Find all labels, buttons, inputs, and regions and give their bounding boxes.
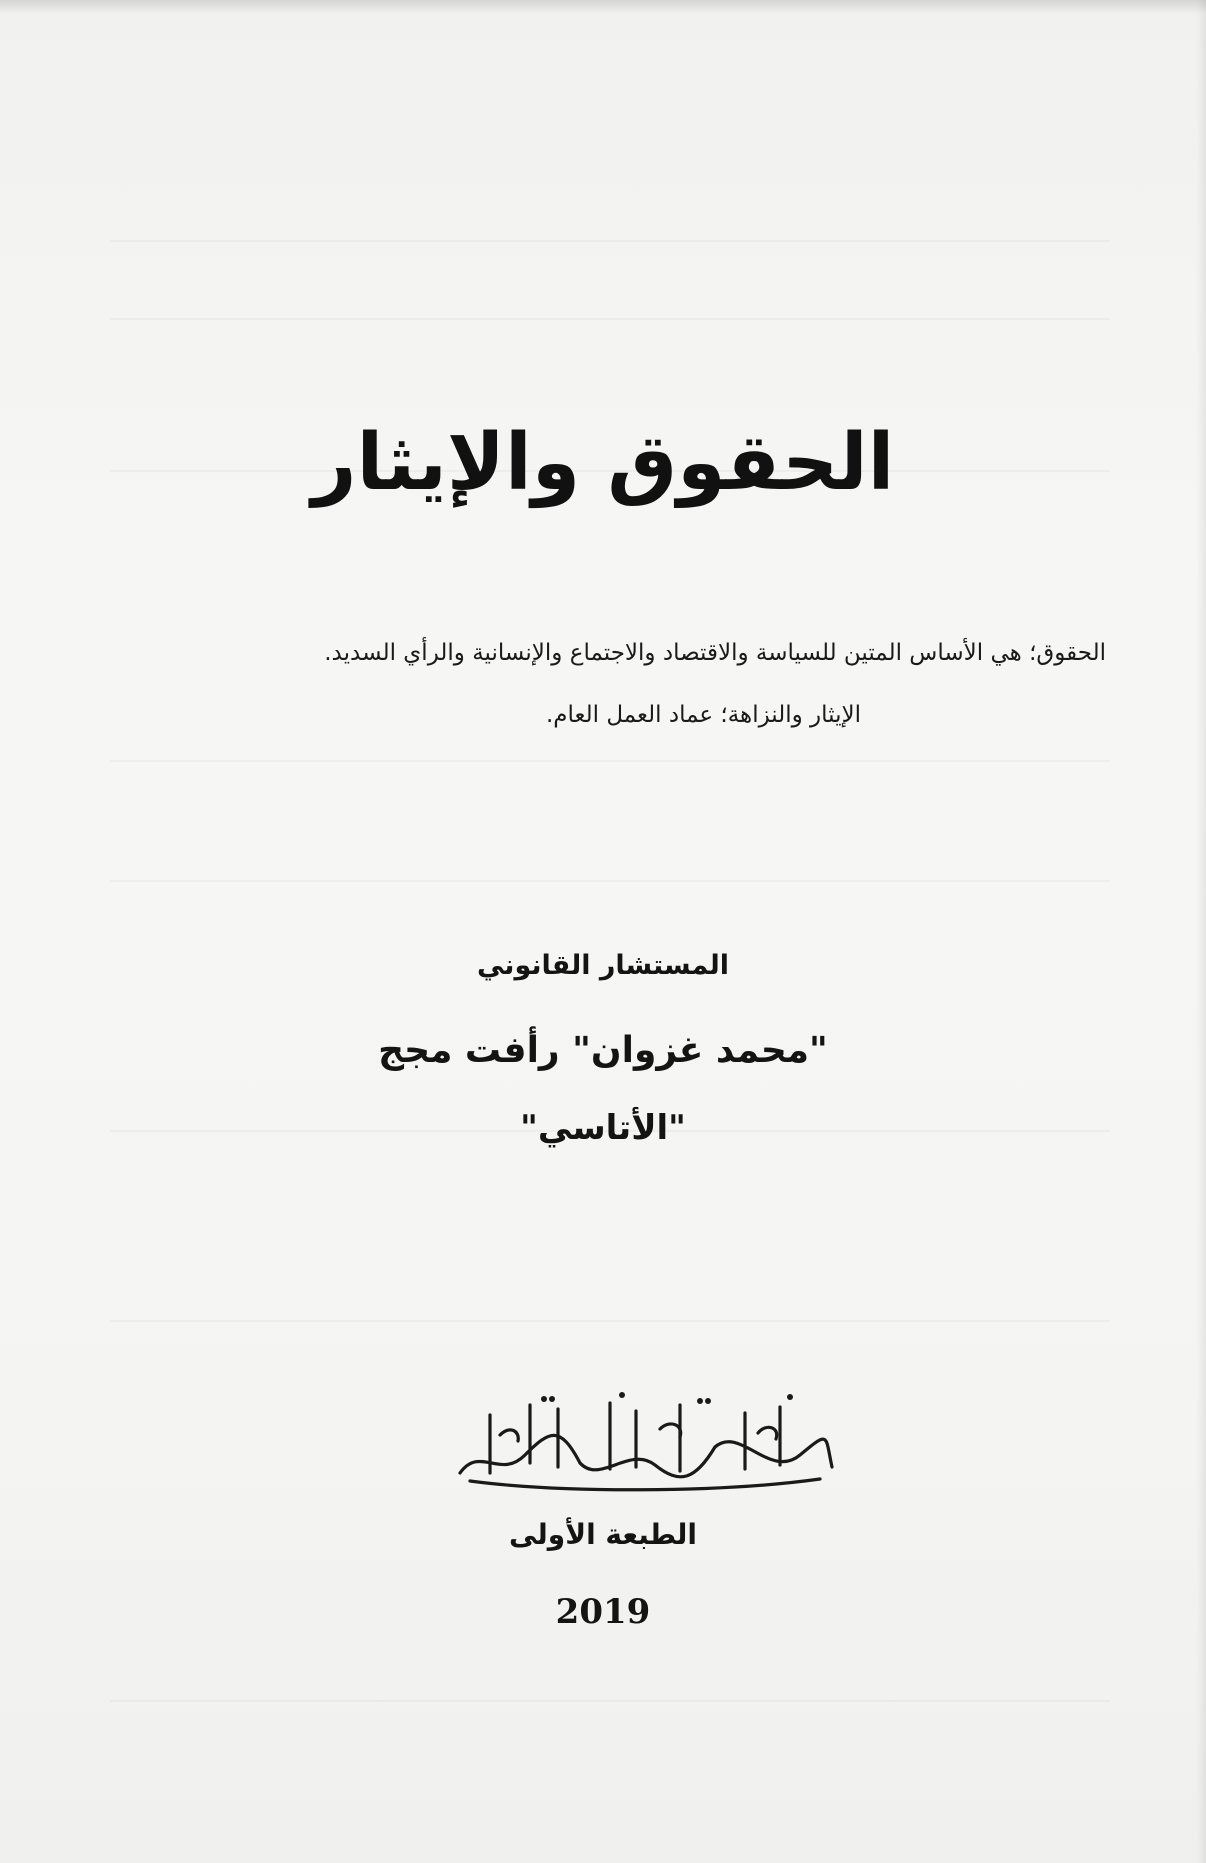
bleed-through-line <box>110 880 1110 882</box>
publication-year: 2019 <box>555 1592 651 1632</box>
bleed-through-line <box>110 760 1110 762</box>
author-surname: "الأتاسي" <box>520 1108 686 1148</box>
author-role: المستشار القانوني <box>476 950 730 981</box>
bleed-through-line <box>110 318 1110 320</box>
scan-right-edge <box>1196 0 1206 1863</box>
bleed-through-line <box>110 240 1110 242</box>
bleed-through-line <box>110 1320 1110 1322</box>
author-name: "محمد غزوان" رأفت مجج <box>378 1030 828 1071</box>
epigraph-line-1: الحقوق؛ هي الأساس المتين للسياسة والاقتصاد والاجتماع والإنسانية والرأي السديد. <box>324 640 1106 666</box>
scan-top-edge <box>0 0 1206 14</box>
epigraph-line-2: الإيثار والنزاهة؛ عماد العمل العام. <box>545 702 861 728</box>
bleed-through-line <box>110 1700 1110 1702</box>
publisher-calligraphy-logo <box>440 1385 840 1495</box>
edition-label: الطبعة الأولى <box>508 1518 698 1551</box>
book-title: الحقوق والإيثار <box>311 418 895 508</box>
